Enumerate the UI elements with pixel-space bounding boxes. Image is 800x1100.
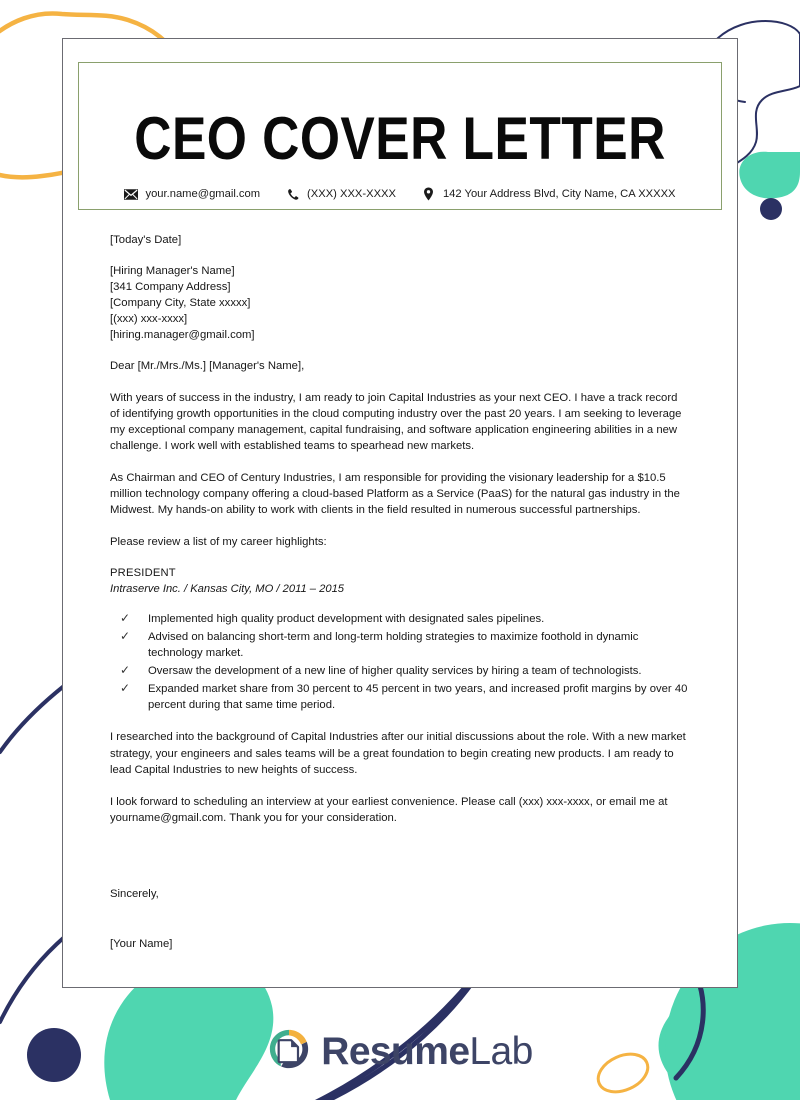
list-item [120,629,688,661]
resumelab-logo[interactable] [0,1020,800,1082]
checkmark-icon: ✓ [120,681,131,696]
phone-icon [286,187,300,201]
experience-job-title: PRESIDENT [110,567,176,580]
list-item-text: Oversaw the development of a new line of higher quality services by hiring a team of technologists. [148,665,642,678]
contact-row [79,187,721,201]
recipient-line-5: [hiring.manager@gmail.com] [110,329,255,342]
list-item-text: Implemented high quality product development with designated sales pipelines. [148,613,545,626]
contact-phone-text: (XXX) XXX-XXXX [307,188,396,200]
teal-blob-top-right [739,152,800,199]
contact-phone[interactable] [286,187,396,201]
body-paragraph-4: I look forward to scheduling an interview at your earliest convenience. Please call (xxx) xxx-xxxx, or email me at yourname@gmail.com. Thank you for your consideration. [110,795,668,824]
closing-line: Sincerely, [110,887,159,900]
highlights-list [110,611,688,713]
page-title: CEO COVER LETTER [134,105,666,172]
list-item-text: Expanded market share from 30 percent to 45 percent in two years, and increased profit margins by over 40 percent during that same time period. [148,683,688,712]
brand-name-bold: Resume [321,1029,470,1073]
checkmark-icon: ✓ [120,629,131,644]
highlights-intro: Please review a list of my career highlights: [110,536,327,549]
contact-email[interactable] [124,187,260,201]
date-line: [Today's Date] [110,234,182,246]
checkmark-icon: ✓ [120,663,131,678]
location-pin-icon [422,187,436,201]
cover-letter-page [62,38,738,988]
list-item-text: Advised on balancing short-term and long-term holding strategies to maximize foothold in dynamic technology market. [148,631,639,660]
navy-dot-small-top-right [760,198,782,220]
signoff-block [110,886,688,952]
checkmark-icon: ✓ [120,611,131,626]
body-paragraph-2: As Chairman and CEO of Century Industries, I am responsible for providing the visionary leadership for a $10.5 million technology company offering a cloud-based Platform as a Service (PaaS) for the natural gas industry in the Midwest. My hands-on ability to work with clients in the field resulted in numerous successful partnerships. [110,472,680,517]
body-paragraph-3: I researched into the background of Capital Industries after our initial discussions about the role. With a new market strategy, your engineers and sales teams will be a great foundation to begin creating new products. I am ready to lead Capital Industries to new heights of success. [110,731,686,776]
list-item [120,611,688,627]
recipient-line-3: [Company City, State xxxxx] [110,297,251,310]
recipient-line-4: [(xxx) xxx-xxxx] [110,313,188,326]
signature-line: [Your Name] [110,937,173,950]
list-item [120,681,688,713]
letter-header-box [78,62,722,210]
resumelab-document-logo-icon [267,1027,311,1076]
list-item [120,663,688,679]
salutation: Dear [Mr./Mrs./Ms.] [Manager's Name], [110,360,305,373]
experience-job-meta: Intraserve Inc. / Kansas City, MO / 2011 – 2015 [110,583,345,596]
body-paragraph-1: With years of success in the industry, I am ready to join Capital Industries as your next CEO. I have a track record of identifying growth opportunities in the cloud computing industry over the past 20 years. I am seeking to leverage my exceptional company management, capital fundraising, and software application engineering abilities in a new challenge. I work well with established teams to spearhead new markets. [110,392,682,453]
letter-body [110,232,688,952]
recipient-block [110,263,688,343]
brand-name-light: Lab [469,1029,533,1073]
contact-address[interactable] [422,187,676,201]
recipient-line-2: [341 Company Address] [110,281,231,294]
resumelab-wordmark [321,1029,533,1073]
contact-address-text: 142 Your Address Blvd, City Name, CA XXXXX [442,188,676,200]
recipient-line-1: [Hiring Manager's Name] [110,265,235,278]
envelope-icon [124,187,138,201]
contact-email-text: your.name@gmail.com [145,188,261,200]
